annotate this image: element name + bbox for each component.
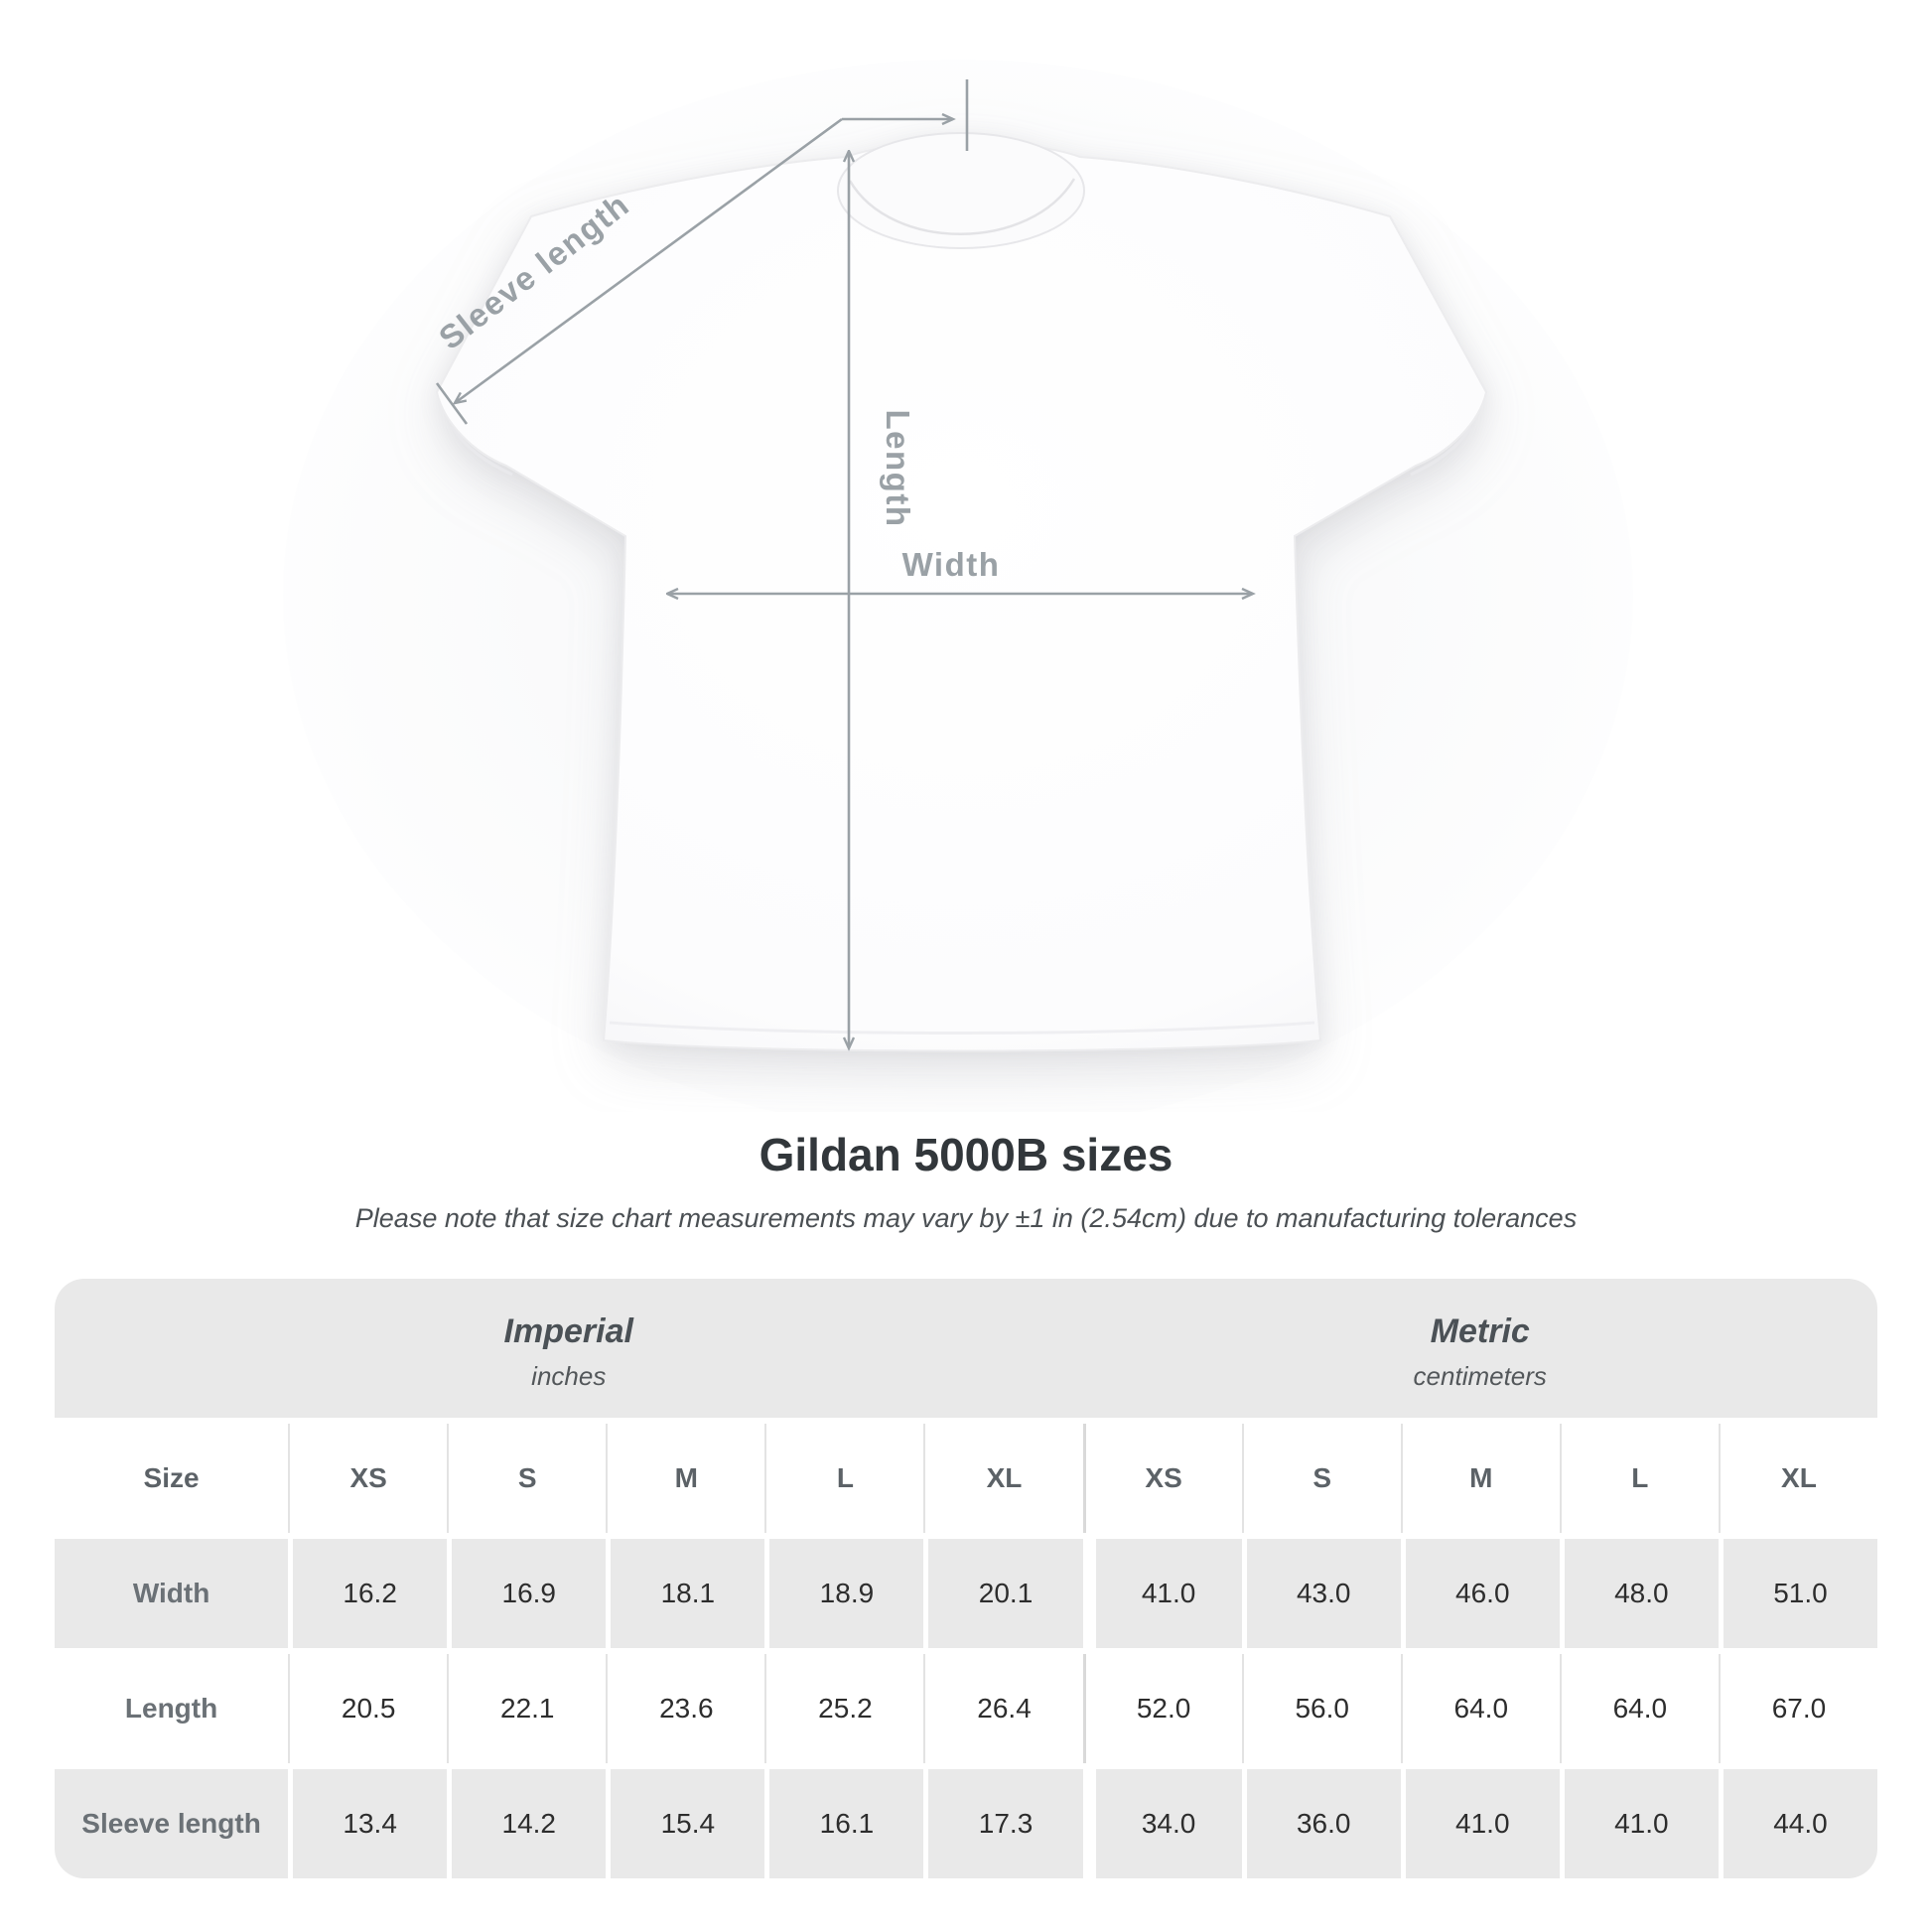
width-imperial-s: 16.9: [447, 1539, 606, 1648]
size-col-metric-xl: XL: [1719, 1424, 1877, 1533]
length-metric-s: 56.0: [1242, 1654, 1401, 1763]
size-table: [55, 1279, 1877, 1878]
unit-header-band: [55, 1279, 1877, 1418]
width-metric-m: 46.0: [1401, 1539, 1560, 1648]
sleeve-imperial-s: 14.2: [447, 1769, 606, 1878]
sleeve-metric-l: 41.0: [1560, 1769, 1719, 1878]
metric-header: [1083, 1279, 1877, 1418]
length-imperial-l: 25.2: [764, 1654, 923, 1763]
size-col-imperial-s: S: [447, 1424, 606, 1533]
size-col-metric-xs: XS: [1083, 1424, 1242, 1533]
width-imperial-m: 18.1: [606, 1539, 764, 1648]
table-row-sleeve-length: [55, 1769, 1877, 1878]
sleeve-metric-m: 41.0: [1401, 1769, 1560, 1878]
size-col-imperial-l: L: [764, 1424, 923, 1533]
size-col-imperial-xs: XS: [288, 1424, 447, 1533]
metric-title: Metric: [1430, 1312, 1530, 1350]
row-label-sleeve-length: Sleeve length: [55, 1769, 288, 1878]
size-col-metric-s: S: [1242, 1424, 1401, 1533]
width-imperial-l: 18.9: [764, 1539, 923, 1648]
row-label-width: Width: [55, 1539, 288, 1648]
length-imperial-xs: 20.5: [288, 1654, 447, 1763]
length-label: Length: [880, 409, 916, 528]
width-metric-s: 43.0: [1242, 1539, 1401, 1648]
length-imperial-xl: 26.4: [923, 1654, 1082, 1763]
size-col-metric-m: M: [1401, 1424, 1560, 1533]
row-label-length: Length: [124, 1693, 218, 1724]
size-header-row: [55, 1424, 1877, 1533]
width-metric-l: 48.0: [1560, 1539, 1719, 1648]
sleeve-length-label: Sleeve length: [432, 185, 636, 357]
size-col-metric-l: L: [1560, 1424, 1719, 1533]
tshirt-collar: [838, 133, 1084, 248]
width-imperial-xl: 20.1: [923, 1539, 1082, 1648]
imperial-title: Imperial: [503, 1312, 633, 1350]
size-col-imperial-xl: XL: [923, 1424, 1082, 1533]
width-metric-xl: 51.0: [1719, 1539, 1877, 1648]
width-label: Width: [901, 546, 1001, 583]
metric-unit: centimeters: [1413, 1361, 1547, 1391]
sleeve-metric-s: 36.0: [1242, 1769, 1401, 1878]
sleeve-imperial-xl: 17.3: [923, 1769, 1082, 1878]
length-imperial-s: 22.1: [447, 1654, 606, 1763]
length-metric-xl: 67.0: [1719, 1654, 1877, 1763]
sleeve-imperial-m: 15.4: [606, 1769, 764, 1878]
size-header-label: Size: [143, 1462, 200, 1493]
sleeve-metric-xl: 44.0: [1719, 1769, 1877, 1878]
length-metric-m: 64.0: [1401, 1654, 1560, 1763]
width-metric-xs: 41.0: [1083, 1539, 1242, 1648]
size-col-imperial-m: M: [606, 1424, 764, 1533]
length-imperial-m: 23.6: [606, 1654, 764, 1763]
length-metric-xs: 52.0: [1083, 1654, 1242, 1763]
width-imperial-xs: 16.2: [288, 1539, 447, 1648]
table-row-length: [55, 1654, 1877, 1763]
page-title: Gildan 5000B sizes: [759, 1129, 1173, 1180]
imperial-header: [55, 1279, 1083, 1418]
sleeve-metric-xs: 34.0: [1083, 1769, 1242, 1878]
sleeve-imperial-xs: 13.4: [288, 1769, 447, 1878]
length-metric-l: 64.0: [1560, 1654, 1719, 1763]
sleeve-imperial-l: 16.1: [764, 1769, 923, 1878]
table-row-width: [55, 1539, 1877, 1648]
tolerance-note: Please note that size chart measurements may vary by ±1 in (2.54cm) due to manufacturing tolerances: [354, 1203, 1578, 1233]
imperial-unit: inches: [531, 1361, 607, 1391]
